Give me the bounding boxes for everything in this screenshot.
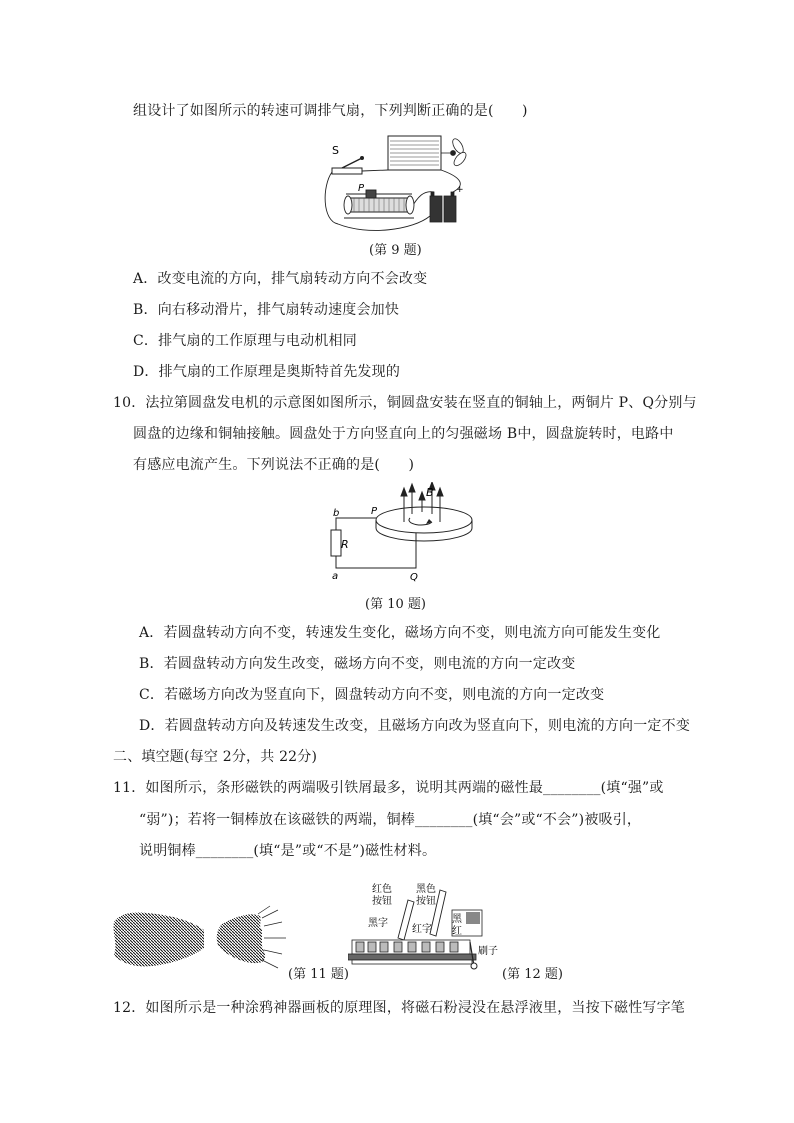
section-title: 二、填空题(每空 2分，共 22分) <box>113 749 318 765</box>
label-r: R <box>341 538 349 551</box>
fan-icon <box>441 137 468 168</box>
label-red-button-2: 按钮 <box>372 896 392 907</box>
q10-option-d: D．若圆盘转动方向及转速发生改变，且磁场方向改为竖直向下，则电流的方向一定不变 <box>139 718 691 734</box>
resistor <box>331 530 341 556</box>
board <box>348 940 476 964</box>
label-red-text: 红字 <box>412 924 432 935</box>
q10-option-b: B．若圆盘转动方向发生改变，磁场方向不变，则电流的方向一定改变 <box>139 656 576 672</box>
q9-figure <box>318 126 478 238</box>
inset-grid <box>466 912 480 924</box>
label-black-button-1: 黑色 <box>416 884 436 895</box>
battery <box>430 192 456 222</box>
label-plus: + <box>456 185 464 195</box>
q9-option-b: B．向右移动滑片，排气扇转动速度会加快 <box>133 302 400 318</box>
q11-figure <box>112 904 298 974</box>
rheostat <box>344 190 414 218</box>
wire-top <box>362 170 388 171</box>
switch-lever <box>342 158 362 168</box>
label-black-button-2: 按钮 <box>416 896 436 907</box>
label-p: P <box>358 183 365 194</box>
label-a: a <box>332 571 339 582</box>
label-brush: 刷子 <box>478 946 498 957</box>
wire-left <box>325 172 338 224</box>
label-q: Q <box>410 572 418 583</box>
label-b-field: B <box>426 486 434 499</box>
q10-stem-line-1: 10．法拉第圆盘发电机的示意图如图所示，铜圆盘安装在竖直的铜轴上，两铜片 P、Q分别与 <box>113 395 697 411</box>
q10-option-c: C．若磁场方向改为竖直向下，圆盘转动方向不变，则电流的方向一定改变 <box>139 687 605 703</box>
switch-knob <box>360 156 364 160</box>
q11-caption: (第 11 题) <box>288 967 349 982</box>
filings-right <box>217 914 265 963</box>
q10-figure <box>326 482 476 586</box>
q10-stem-line-3: 有感应电流产生。下列说法不正确的是( ) <box>133 457 415 473</box>
label-red-button-1: 红色 <box>372 884 392 895</box>
q9-option-a: A．改变电流的方向，排气扇转动方向不会改变 <box>133 271 428 287</box>
q9-caption: (第 9 题) <box>369 243 422 258</box>
label-p10: P <box>371 506 378 517</box>
q12-figure <box>348 880 508 976</box>
q9-option-c: C．排气扇的工作原理与电动机相同 <box>133 333 357 349</box>
q9-stem: 组设计了如图所示的转速可调排气扇，下列判断正确的是( ) <box>133 103 528 119</box>
q10-caption: (第 10 题) <box>365 597 426 612</box>
label-inset-black: 黑 <box>452 914 462 925</box>
q12-caption: (第 12 题) <box>502 967 563 982</box>
q10-stem-line-2: 圆盘的边缘和铜轴接触。圆盘处于方向竖直向上的匀强磁场 B中，圆盘旋转时，电路中 <box>133 426 674 442</box>
label-s: S <box>332 144 339 157</box>
q11-line-1: 11．如图所示，条形磁铁的两端吸引铁屑最多，说明其两端的磁性最________(填“强”或 <box>113 780 664 796</box>
label-inset-red: 红 <box>452 926 462 937</box>
switch-base <box>332 168 362 174</box>
q11-line-2: “弱”)；若将一铜棒放在该磁铁的两端，铜棒________(填“会”或“不会”)被吸引， <box>139 812 642 828</box>
q9-option-d: D．排气扇的工作原理是奥斯特首先发现的 <box>133 364 401 380</box>
q10-option-a: A．若圆盘转动方向不变，转速发生变化，磁场方向不变，则电流方向可能发生变化 <box>139 625 661 641</box>
brush-roller <box>471 963 477 969</box>
filings-left <box>114 912 204 966</box>
label-black-text: 黑字 <box>368 918 388 929</box>
q11-line-3: 说明铜棒________(填“是”或“不是”)磁性材料。 <box>139 843 437 859</box>
q12-line-1: 12．如图所示是一种涂鸦神器画板的原理图，将磁石粉浸没在悬浮液里，当按下磁性写字笔 <box>113 1000 686 1016</box>
label-b: b <box>333 508 340 519</box>
